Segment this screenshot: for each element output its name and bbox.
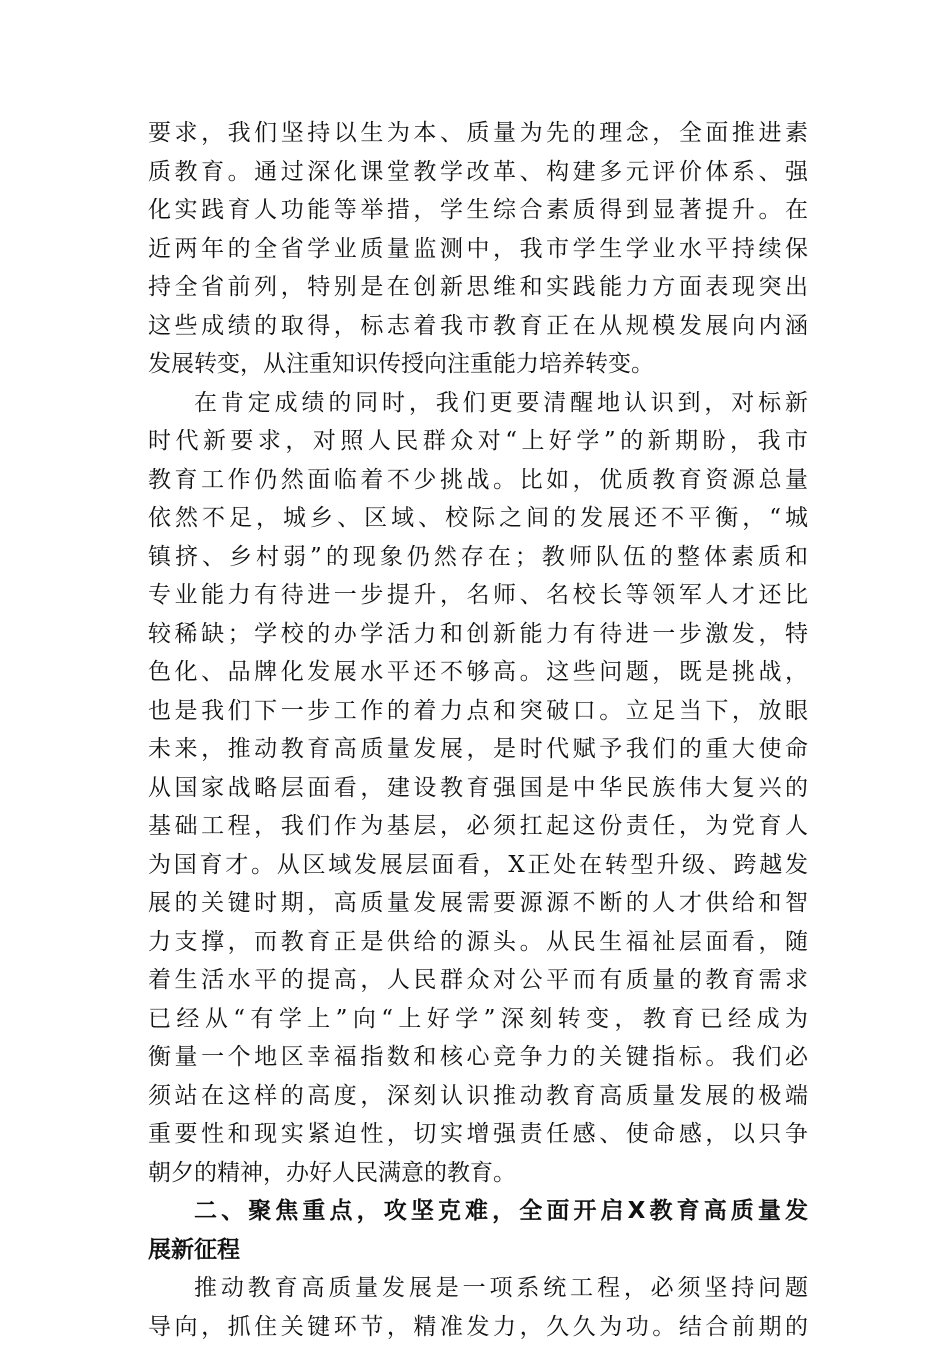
- paragraph-line: 推动教育高质量发展是一项系统工程，必须坚持问题: [148, 1269, 808, 1308]
- paragraph-line: 未来，推动教育高质量发展，是时代赋予我们的重大使命: [148, 730, 808, 769]
- section-heading-line: 二、聚焦重点，攻坚克难，全面开启X教育高质量发: [148, 1192, 808, 1231]
- paragraph-line: 为国育才。从区域发展层面看，X正处在转型升级、跨越发: [148, 846, 808, 885]
- paragraph-line: 较稀缺；学校的办学活力和创新能力有待进一步激发，特: [148, 615, 808, 654]
- paragraph-line: 也是我们下一步工作的着力点和突破口。立足当下，放眼: [148, 692, 808, 731]
- paragraph-line: 导向，抓住关键环节，精准发力，久久为功。结合前期的: [148, 1308, 808, 1346]
- paragraph-line: 须站在这样的高度，深刻认识推动教育高质量发展的极端: [148, 1077, 808, 1116]
- paragraph-line: 着生活水平的提高，人民群众对公平而有质量的教育需求: [148, 961, 808, 1000]
- paragraph-line: 重要性和现实紧迫性，切实增强责任感、使命感，以只争: [148, 1115, 808, 1154]
- paragraph-line: 在肯定成绩的同时，我们更要清醒地认识到，对标新: [148, 384, 808, 423]
- paragraph-line: 这些成绩的取得，标志着我市教育正在从规模发展向内涵: [148, 307, 808, 346]
- document-body: [148, 114, 808, 1346]
- paragraph-line: 朝夕的精神，办好人民满意的教育。: [148, 1154, 808, 1193]
- paragraph-line: 从国家战略层面看，建设教育强国是中华民族伟大复兴的: [148, 769, 808, 808]
- paragraph-line: 镇挤、乡村弱”的现象仍然存在；教师队伍的整体素质和: [148, 538, 808, 577]
- paragraph-line: 已经从“有学上”向“上好学”深刻转变，教育已经成为: [148, 1000, 808, 1039]
- paragraph-line: 教育工作仍然面临着不少挑战。比如，优质教育资源总量: [148, 461, 808, 500]
- paragraph-line: 质教育。通过深化课堂教学改革、构建多元评价体系、强: [148, 153, 808, 192]
- paragraph-line: 展的关键时期，高质量发展需要源源不断的人才供给和智: [148, 884, 808, 923]
- paragraph-line: 力支撑，而教育正是供给的源头。从民生福祉层面看，随: [148, 923, 808, 962]
- paragraph-line: 发展转变，从注重知识传授向注重能力培养转变。: [148, 345, 808, 384]
- paragraph-line: 时代新要求，对照人民群众对“上好学”的新期盼，我市: [148, 422, 808, 461]
- section-heading-line: 展新征程: [148, 1231, 808, 1270]
- paragraph-line: 专业能力有待进一步提升，名师、名校长等领军人才还比: [148, 576, 808, 615]
- paragraph-line: 基础工程，我们作为基层，必须扛起这份责任，为党育人: [148, 807, 808, 846]
- paragraph-line: 近两年的全省学业质量监测中，我市学生学业水平持续保: [148, 230, 808, 269]
- paragraph-line: 要求，我们坚持以生为本、质量为先的理念，全面推进素: [148, 114, 808, 153]
- paragraph-line: 化实践育人功能等举措，学生综合素质得到显著提升。在: [148, 191, 808, 230]
- paragraph-line: 持全省前列，特别是在创新思维和实践能力方面表现突出: [148, 268, 808, 307]
- paragraph-line: 依然不足，城乡、区域、校际之间的发展还不平衡，“城: [148, 499, 808, 538]
- paragraph-line: 衡量一个地区幸福指数和核心竞争力的关键指标。我们必: [148, 1038, 808, 1077]
- paragraph-line: 色化、品牌化发展水平还不够高。这些问题，既是挑战，: [148, 653, 808, 692]
